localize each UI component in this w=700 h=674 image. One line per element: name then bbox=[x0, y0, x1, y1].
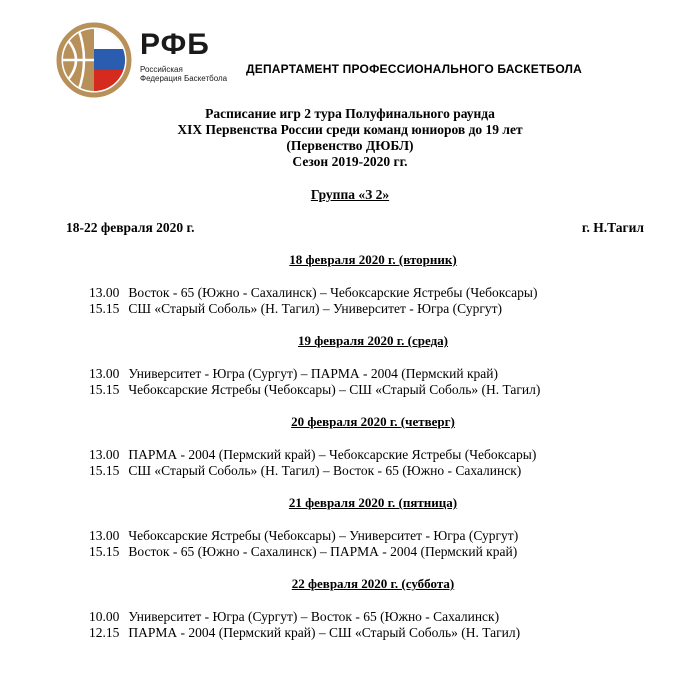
game-time: 15.15 bbox=[89, 301, 120, 316]
logo-subtitle-line1: Российская bbox=[140, 65, 183, 74]
game-match: Университет - Югра (Сургут) – ПАРМА - 2004 (Пермский край) bbox=[128, 366, 498, 381]
game-row bbox=[89, 285, 537, 301]
document-title bbox=[0, 106, 700, 170]
game-time: 13.00 bbox=[89, 447, 120, 462]
logo-abbreviation: РФБ bbox=[140, 28, 210, 61]
logo-subtitle bbox=[140, 65, 240, 83]
title-line-3: (Первенство ДЮБЛ) bbox=[286, 138, 414, 153]
game-row bbox=[89, 463, 521, 479]
game-row bbox=[89, 382, 540, 398]
day-heading: 20 февраля 2020 г. (четверг) bbox=[291, 414, 455, 429]
day-heading: 19 февраля 2020 г. (среда) bbox=[298, 333, 448, 348]
title-line-2: XIX Первенства России среди команд юниоров до 19 лет bbox=[177, 122, 523, 137]
game-match: Восток - 65 (Южно - Сахалинск) – Чебоксарские Ястребы (Чебоксары) bbox=[128, 285, 538, 300]
day-heading: 22 февраля 2020 г. (суббота) bbox=[291, 576, 455, 591]
game-time: 13.00 bbox=[89, 528, 120, 543]
game-match: ПАРМА - 2004 (Пермский край) – СШ «Старый Соболь» (Н. Тагил) bbox=[128, 625, 521, 640]
title-line-1: Расписание игр 2 тура Полуфинального раунда bbox=[205, 106, 495, 121]
game-time: 13.00 bbox=[89, 285, 120, 300]
game-row bbox=[89, 625, 520, 641]
game-time: 15.15 bbox=[89, 544, 120, 559]
game-row bbox=[89, 366, 498, 382]
game-match: Чебоксарские Ястребы (Чебоксары) – СШ «Старый Соболь» (Н. Тагил) bbox=[128, 382, 541, 397]
game-time: 15.15 bbox=[89, 382, 120, 397]
game-match: Университет - Югра (Сургут) – Восток - 65 (Южно - Сахалинск) bbox=[128, 609, 500, 624]
logo-subtitle-line2: Федерация Баскетбола bbox=[140, 74, 228, 83]
department-name: ДЕПАРТАМЕНТ ПРОФЕССИОНАЛЬНОГО БАСКЕТБОЛА bbox=[246, 62, 583, 76]
rfb-logo-icon bbox=[56, 22, 132, 98]
game-match: Восток - 65 (Южно - Сахалинск) – ПАРМА - 2004 (Пермский край) bbox=[128, 544, 518, 559]
game-match: СШ «Старый Соболь» (Н. Тагил) – Восток - 65 (Южно - Сахалинск) bbox=[128, 463, 522, 478]
game-row bbox=[89, 544, 517, 560]
title-line-4: Сезон 2019-2020 гг. bbox=[292, 154, 408, 169]
group-heading: Группа «З 2» bbox=[310, 187, 390, 202]
game-row bbox=[89, 447, 536, 463]
game-time: 13.00 bbox=[89, 366, 120, 381]
day-heading: 21 февраля 2020 г. (пятница) bbox=[288, 495, 458, 510]
city: г. Н.Тагил bbox=[581, 220, 644, 235]
game-row bbox=[89, 301, 502, 317]
day-heading: 18 февраля 2020 г. (вторник) bbox=[289, 252, 457, 267]
game-match: ПАРМА - 2004 (Пермский край) – Чебоксарские Ястребы (Чебоксары) bbox=[128, 447, 537, 462]
logo-wordmark bbox=[140, 30, 240, 83]
game-time: 15.15 bbox=[89, 463, 120, 478]
date-range: 18-22 февраля 2020 г. bbox=[66, 220, 195, 235]
game-row bbox=[89, 528, 518, 544]
game-match: СШ «Старый Соболь» (Н. Тагил) – Университет - Югра (Сургут) bbox=[128, 301, 503, 316]
game-match: Чебоксарские Ястребы (Чебоксары) – Университет - Югра (Сургут) bbox=[128, 528, 519, 543]
game-time: 10.00 bbox=[89, 609, 120, 624]
game-time: 12.15 bbox=[89, 625, 120, 640]
game-row bbox=[89, 609, 499, 625]
